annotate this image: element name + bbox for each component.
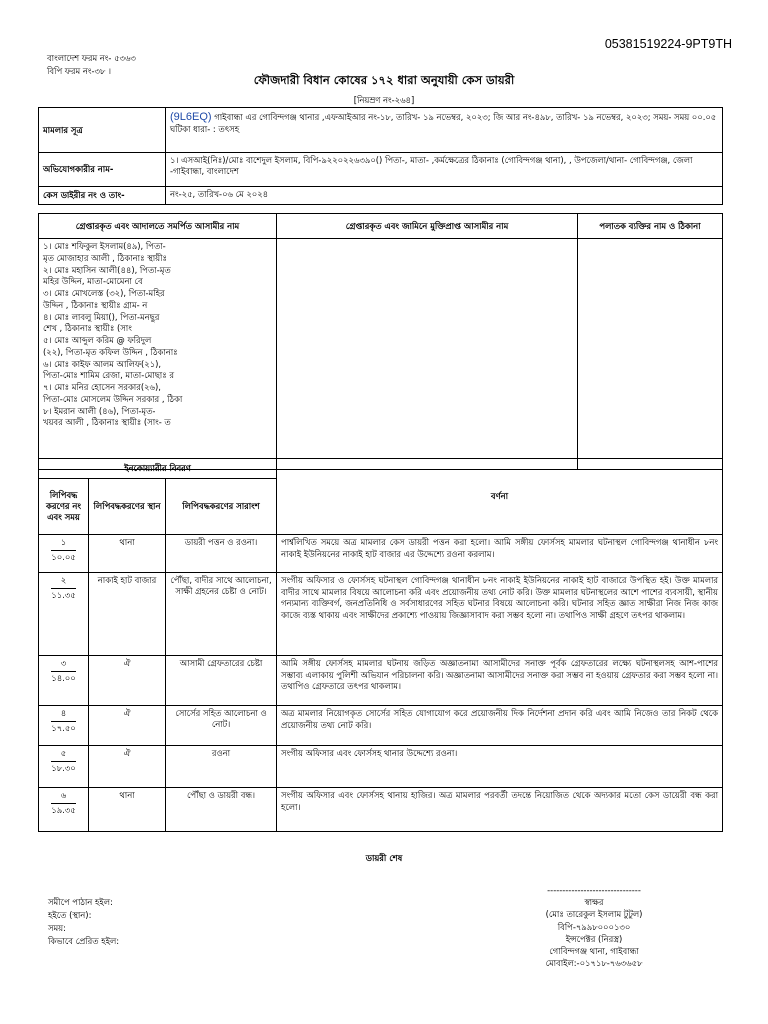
list-item: ৬। মোঃ কাইফ আলম আলিফ(২১), পিতা-মোঃ শামিম রেজা, মাতা-মোছাঃ র xyxy=(43,358,174,381)
dispatch-details xyxy=(48,896,119,948)
list-item: ২। মোঃ মহাসিন আলী(৪৪), পিতা-মৃত মহির উদ্দিন, মাতা-মোমেনা বে xyxy=(43,264,171,287)
entry-time: ১১.৩৫ xyxy=(51,589,76,600)
entry-description: পার্শ্বলিখিত সময়ে অত্র মামলার কেস ডায়রী পত্তন করা হলো। আমি সঙ্গীয় ফোর্সসহ মামলার ঘটনাস্থল গোবিন্দগঞ্জ থানাধীন ৮নং নাকাই ইউনিয়নের নাকাই হাট বাজার এর উদ্দেশ্যে রওনা করলাম। xyxy=(277,535,723,573)
document-subtitle: [নিয়ম্রণ নং-২৬৪] xyxy=(353,95,415,105)
form-number-line: বিপি ফরম নং-৩৮ । xyxy=(47,66,112,77)
entry-place: ঐ xyxy=(89,746,166,788)
complainant-text: ১। এসআই(নিঃ)/মোঃ বাশেদুল ইসলাম, বিপি-৯২২০২২৬৩৯০() পিতা-, মাতা- ,কর্মক্ষেত্রের ঠিকানাঃ (গোবিন্দগঞ্জ থানা), , উপজেলা/থানা- গোবিন্দগঞ্জ, জেলা -গাইবান্ধা, বাংলাদেশ xyxy=(166,153,723,187)
list-item: ৮। ইমরান আলী (৪৬), পিতা-মৃত- খয়বর আলী , ঠিকানাঃ স্থায়ীঃ (সাং- ত xyxy=(43,405,171,428)
entry-number: ৩ xyxy=(60,658,67,668)
dispatch-line: কিভাবে প্রেরিত হইল: xyxy=(48,936,120,947)
entry-summary: পৌঁছা ও ডায়রী বন্ধ। xyxy=(166,788,277,832)
entry-place: থানা xyxy=(89,788,166,832)
entry-description: সংগীয় অফিসার ও ফোর্সসহ ঘটনাস্থল গোবিন্দগঞ্জ থানাধীন ৮নং নাকাই ইউনিয়নের নাকাই হাট বাজারে উপস্থিত হই। উক্ত মামলার বাদীর সাথে মামলার বিষয়ে আলোচনা করি এবং প্রয়োজনীয় তথ্য নোট করি। উক্ত মামলার ঘটনাস্থলের আশে পাশের ব্যবসায়ী, স্থানীয় গন্যমান্য ব্যক্তিবর্গ, জনপ্রতিনিধি ও সর্বসাধারণের সহিত ঘটনার বিষয়ে আলোচনা করি। ঘটনার সহিত জ্ঞাত সাক্ষীরা নিজ নিজ কাজ কাজে ব্যস্ত থাকায় এবং সাক্ষীদের প্রকাশ্যে পাওয়ায় জিজ্ঞাসাবাদ করা সম্ভব হলো না। তথাপিও সাক্ষী গ্রহণে তৎপর থাকলাম। xyxy=(277,573,723,656)
case-code-link[interactable]: (9L6EQ) xyxy=(170,111,212,123)
case-header-table xyxy=(38,107,723,205)
table-row xyxy=(39,788,723,832)
officer-bp-number: বিপি-৭৯৯৮০০০১৩০ xyxy=(557,921,631,932)
accused-header-bailed: গ্রেপ্তারকৃত এবং জামিনে মুক্তিপ্রাপ্ত আসামীর নাম xyxy=(277,214,578,239)
entry-description: অত্র মামলার নিয়োগকৃত সোর্সের সহিত যোগাযোগ করে প্রয়োজনীয় দিক নির্দেশনা প্রদান করি এবং আমি নিজেও তার নিকট থেকে প্রয়োজনীয় তথ্য নোট করি। xyxy=(277,706,723,746)
entry-time: ১৪.০০ xyxy=(51,672,76,683)
list-item: ৪। মোঃ লাবলু মিয়া(), পিতা-মনছুর শেখ , ঠিকানাঃ স্থায়ীঃ (সাং xyxy=(43,311,160,334)
entry-summary: আসামী গ্রেফতারের চেষ্টা xyxy=(166,656,277,706)
officer-mobile: মোবাইল:-০১৭১৮-৭৬৩৬৫৮ xyxy=(545,958,643,969)
entry-number: ৪ xyxy=(60,708,67,718)
table-row xyxy=(39,656,723,706)
diary-end-label: ডায়রী শেষ xyxy=(365,853,403,863)
list-item: ৭। মোঃ মনির হোসেন সরকার(২৬), পিতা-মোঃ মোসলেম উদ্দিন সরকার , ঠিকা xyxy=(43,382,183,404)
officer-station: গোবিন্দগঞ্জ থানা, গাইবান্ধা xyxy=(549,945,639,956)
dispatch-line: হইতে (স্থান): xyxy=(48,910,92,921)
entry-description: সংগীয় অফিসার এবং ফোর্সসহ থানায় হাজির। অত্র মামলার পরবর্তী তদন্তে নিয়োজিত থেকে অদ্যকার মতো কেস ডায়েরী বন্ধ করা হলো। xyxy=(277,788,723,832)
list-item: ৩। মোঃ মোখলেস্ত (৩২), পিতা-মহির উদ্দিন , ঠিকানাঃ স্থায়ীঃ গ্রাম- ন xyxy=(43,288,165,310)
inquiry-header-summary: লিপিবদ্ধকরণের সারাংশ xyxy=(166,479,277,535)
entry-time: ১০.০৫ xyxy=(51,551,76,562)
entry-number: ১ xyxy=(60,537,67,547)
case-source-label: মামলার সূত্র xyxy=(39,108,166,153)
signature-line: ------------------------------- xyxy=(547,885,641,895)
absconding-cell xyxy=(578,239,723,470)
entry-place: ঐ xyxy=(89,706,166,746)
inquiry-header-place: লিপিবদ্ধকরণের স্থান xyxy=(89,479,166,535)
accused-header-absconding: পলাতক ব্যক্তির নাম ও ঠিকানা xyxy=(578,214,723,239)
entry-summary: রওনা xyxy=(166,746,277,788)
signature-block xyxy=(470,884,718,969)
list-item: ১। মোঃ শফিকুল ইসলাম(৪৯), পিতা- মৃত মোজাহার আলী , ঠিকানাঃ স্থায়ীঃ xyxy=(43,241,167,263)
entry-description: সংগীয় অফিসার এবং ফোর্সসহ থানার উদ্দেশ্যে রওনা। xyxy=(277,746,723,788)
entry-place: থানা xyxy=(89,535,166,573)
complainant-label: অভিযোগকারীর নাম- xyxy=(39,153,166,187)
dispatch-line: সমীপে পাঠান হইল: xyxy=(48,897,113,907)
diary-number-text: নং-২৫, তারিখ-০৬ মে ২০২৪ xyxy=(166,187,723,205)
entry-summary: পৌঁছা, বাদীর সাথে আলোচনা, সাক্ষী গ্রহনের চেষ্টা ও নোট। xyxy=(166,573,277,656)
dispatch-line: সময়: xyxy=(48,923,66,934)
entry-time: ১৮.৩০ xyxy=(51,762,76,773)
inquiry-header-number: লিপিবদ্ধ করণের নং এবং সময় xyxy=(39,479,89,535)
entry-description: আমি সঙ্গীয় ফোর্সসহ মামলার ঘটনায় জড়িত অজ্ঞাতনামা আসামীদের সনাক্ত পূর্বক গ্রেফতারের লক্ষ্যে ঘটনাস্থলসহ আশ-পাশের সম্ভাব্য এলাকায় পুলিশী অভিযান পরিচালনা করি। অজ্ঞাতনামা আসামীদের সনাক্ত করা সম্ভব না হওয়ায় গ্রেফতার করা সম্ভব হলো না। তথাপিও গ্রেফতারে তৎপর থাকলাম। xyxy=(277,656,723,706)
inquiry-table xyxy=(38,458,723,832)
case-source-cell xyxy=(166,108,723,153)
table-row xyxy=(39,535,723,573)
officer-name: (মোঃ তারেকুল ইসলাম টুটুল) xyxy=(545,909,643,920)
document-title: ফৌজদারী বিধান কোষের ১৭২ ধারা অনুযায়ী কেস ডায়রী xyxy=(253,73,515,87)
inquiry-section-title: ইনকোয়্যারীর বিবরণ xyxy=(39,459,277,479)
entry-time: ১৯.৩৫ xyxy=(51,804,76,815)
accused-list xyxy=(39,239,277,470)
diary-number-label: কেস ডাইরীর নং ও তাং- xyxy=(39,187,166,205)
officer-rank: ইন্সপেক্টর (নিরস্ত্র) xyxy=(565,933,623,944)
bailed-accused-cell xyxy=(277,239,578,470)
signature-text: স্বাক্ষর xyxy=(584,897,604,908)
entry-number: ৬ xyxy=(60,790,67,800)
entry-summary: সোর্সের সহিত আলোচনা ও নোট। xyxy=(166,706,277,746)
document-number: 05381519224-9PT9TH xyxy=(604,37,732,51)
table-row xyxy=(39,746,723,788)
list-item: ৫। মোঃ আব্দুল করিম @ ফরিদুল (২২), পিতা-মৃত কফিল উদ্দিন , ঠিকানাঃ xyxy=(43,335,178,357)
case-source-text: গাইবান্ধা এর গোবিন্দগঞ্জ থানার ,এফআইআর নং-১৮, তারিখ- ১৯ নভেম্বর, ২০২৩; জি আর নং-৪৯৮, তারিখ- ১৯ নভেম্বর, ২০২৩; সময়- সময় ০০.০৫ ঘটিকা ধারা- : তৎসহ xyxy=(170,112,717,135)
entry-summary: ডায়রী পত্তন ও রওনা। xyxy=(166,535,277,573)
table-row xyxy=(39,573,723,656)
accused-table xyxy=(38,213,723,470)
entry-number: ২ xyxy=(60,575,67,585)
entry-place: নাকাই হাট বাজার xyxy=(89,573,166,656)
entry-number: ৫ xyxy=(60,748,67,758)
entry-place: ঐ xyxy=(89,656,166,706)
form-number-line: বাংলাদেশ ফরম নং- ৫৩৬৩ xyxy=(47,53,136,63)
inquiry-header-description: বর্ণনা xyxy=(277,459,723,535)
entry-time: ১৭.৫০ xyxy=(51,722,76,733)
table-row xyxy=(39,706,723,746)
accused-header-surrendered: গ্রেপ্তারকৃত এবং আদালতে সমর্পিত আসামীর নাম xyxy=(39,214,277,239)
